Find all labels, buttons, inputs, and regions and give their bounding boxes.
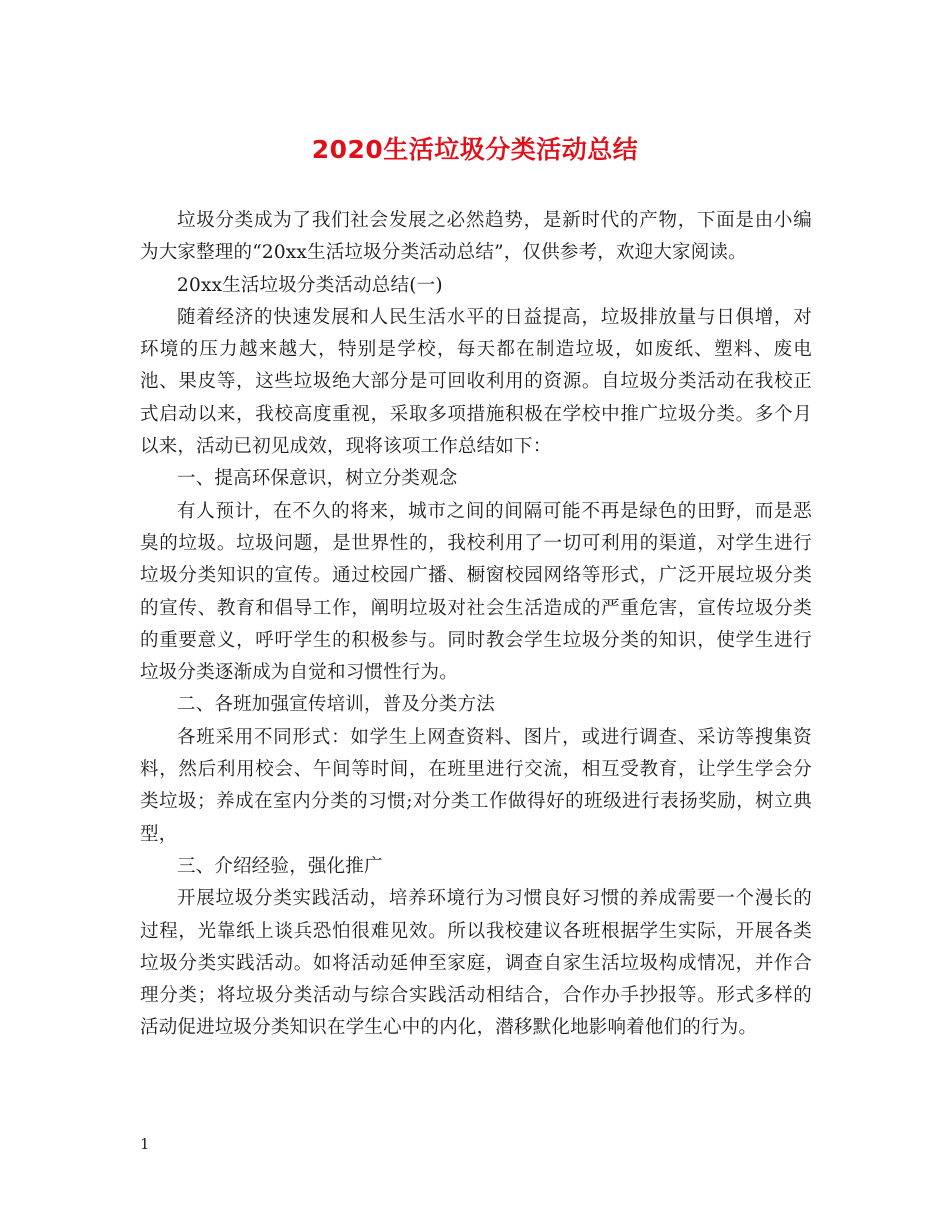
section-heading-2: 二、各班加强宣传培训，普及分类方法 — [177, 694, 495, 716]
body-paragraph: 各班采用不同形式：如学生上网查资料、图片，或进行调查、采访等搜集资料，然后利用校会、午间等时间，在班里进行交流，相互受教育，让学生学会分类垃圾；养成在室内分类的习惯;对分类工作做得好的班级进行表扬奖励，树立典型， — [140, 726, 812, 845]
section-heading-3: 三、介绍经验，强化推广 — [177, 855, 383, 877]
page-number: 1 — [140, 1135, 150, 1153]
document-body — [140, 205, 812, 1045]
section-heading-main: 20xx生活垃圾分类活动总结(一) — [177, 274, 443, 296]
intro-paragraph: 垃圾分类成为了我们社会发展之必然趋势，是新时代的产物，下面是由小编为大家整理的“20xx生活垃圾分类活动总结”，仅供参考，欢迎大家阅读。 — [140, 210, 812, 264]
body-paragraph: 有人预计，在不久的将来，城市之间的间隔可能不再是绿色的田野，而是恶臭的垃圾。垃圾问题，是世界性的，我校利用了一切可利用的渠道，对学生进行垃圾分类知识的宣传。通过校园广播、橱窗校园网络等形式，广泛开展垃圾分类的宣传、教育和倡导工作，阐明垃圾对社会生活造成的严重危害，宣传垃圾分类的重要意义，呼吁学生的积极参与。同时教会学生垃圾分类的知识，使学生进行垃圾分类逐渐成为自觉和习惯性行为。 — [140, 500, 812, 684]
body-paragraph: 开展垃圾分类实践活动，培养环境行为习惯良好习惯的养成需要一个漫长的过程，光靠纸上谈兵恐怕很难见效。所以我校建议各班根据学生实际，开展各类垃圾分类实践活动。如将活动延伸至家庭，调查自家生活垃圾构成情况，并作合理分类；将垃圾分类活动与综合实践活动相结合，合作办手抄报等。形式多样的活动促进垃圾分类知识在学生心中的内化，潜移默化地影响着他们的行为。 — [140, 888, 812, 1039]
body-paragraph: 随着经济的快速发展和人民生活水平的日益提高，垃圾排放量与日俱增，对环境的压力越来越大，特别是学校，每天都在制造垃圾，如废纸、塑料、废电池、果皮等，这些垃圾绝大部分是可回收利用的资源。自垃圾分类活动在我校正式启动以来，我校高度重视，采取多项措施积极在学校中推广垃圾分类。多个月以来，活动已初见成效，现将该项工作总结如下： — [140, 306, 812, 458]
section-heading-1: 一、提高环保意识，树立分类观念 — [177, 468, 458, 490]
document-title: 2020生活垃圾分类活动总结 — [311, 135, 639, 164]
